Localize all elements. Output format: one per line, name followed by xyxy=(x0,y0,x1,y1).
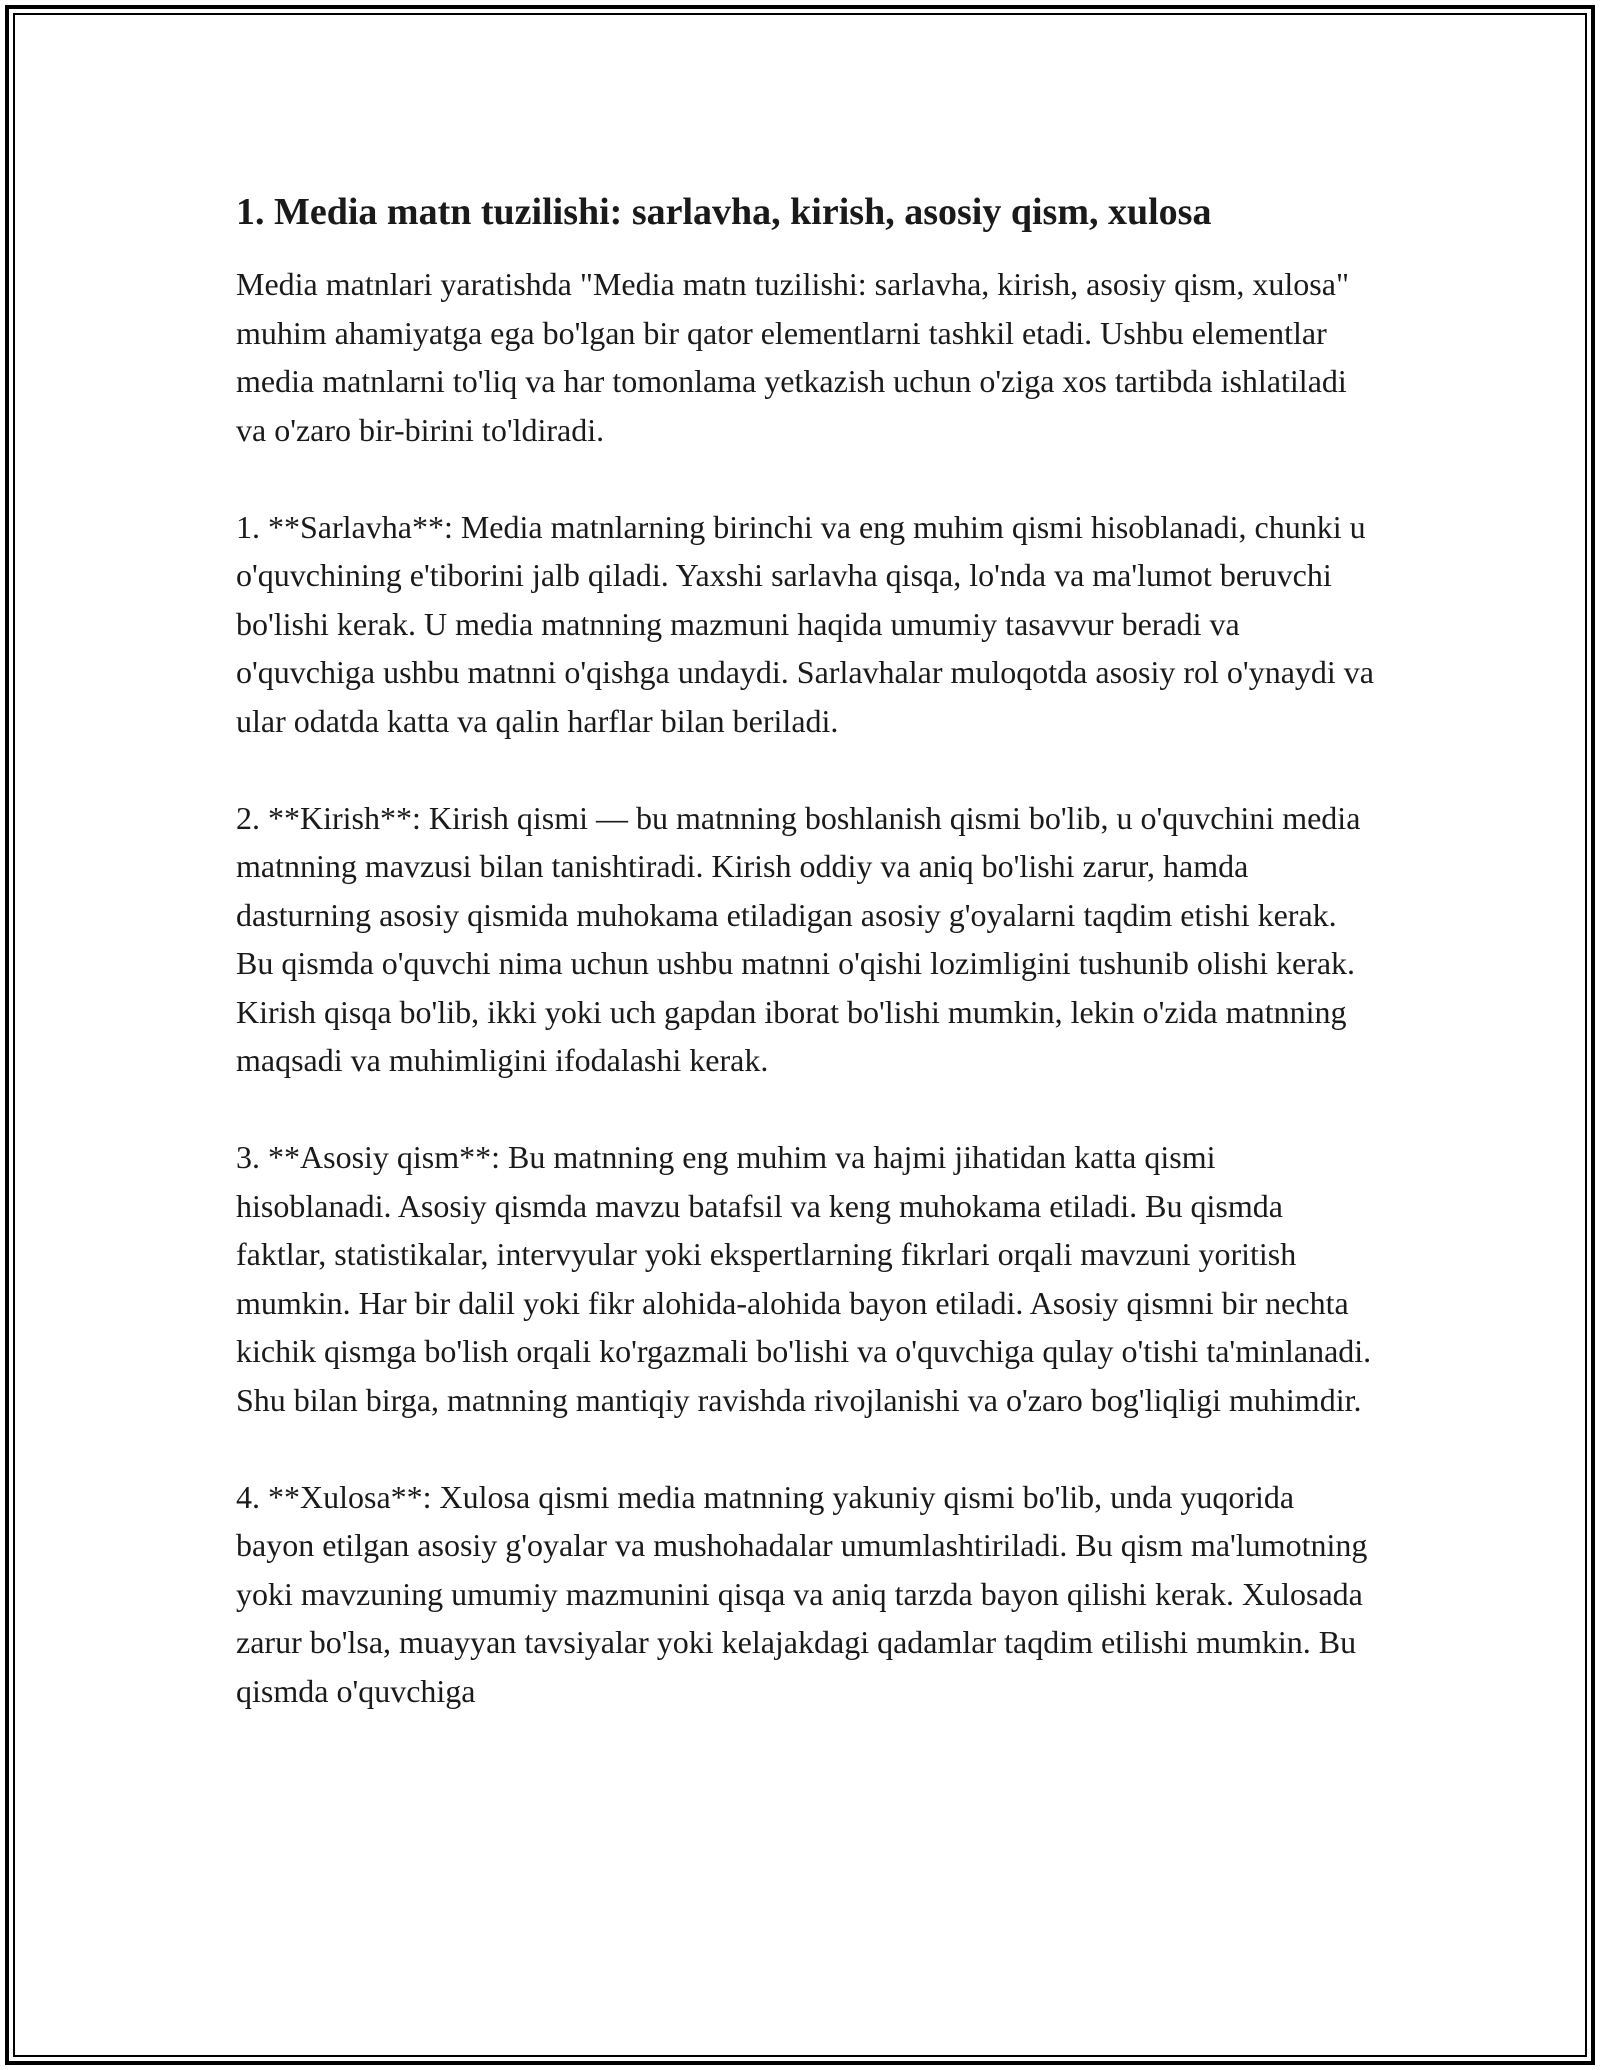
paragraph-sarlavha: 1. **Sarlavha**: Media matnlarning birinchi va eng muhim qismi hisoblanadi, chunki u o'quvchining e'tiborini jalb qiladi. Yaxshi sarlavha qisqa, lo'nda va ma'lumot beruvchi bo'lishi kerak. U media matnning mazmuni haqida umumiy tasavvur beradi va o'quvchiga ushbu matnni o'qishga undaydi. Sarlavhalar muloqotda asosiy rol o'ynaydi va ular odatda katta va qalin harflar bilan beriladi. xyxy=(236,508,1374,739)
intro-paragraph: Media matnlari yaratishda "Media matn tuzilishi: sarlavha, kirish, asosiy qism, xulosa" muhim ahamiyatga ega bo'lgan bir qator elementlarni tashkil etadi. Ushbu elementlar media matnlarni to'liq va har tomonlama yetkazish uchun o'ziga xos tartibda ishlatiladi va o'zaro bir-birini to'ldiradi. xyxy=(236,266,1350,448)
page-title: 1. Media matn tuzilishi: sarlavha, kirish, asosiy qism, xulosa xyxy=(236,191,1212,233)
paragraph-xulosa: 4. **Xulosa**: Xulosa qismi media matnning yakuniy qismi bo'lib, unda yuqorida bayon etilgan asosiy g'oyalar va mushohadalar umumlashtiriladi. Bu qism ma'lumotning yoki mavzuning umumiy mazmunini qisqa va aniq tarzda bayon qilishi kerak. Xulosada zarur bo'lsa, muayyan tavsiyalar yoki kelajakdagi qadamlar taqdim etilishi mumkin. Bu qismda o'quvchiga xyxy=(236,1478,1368,1709)
paragraph-kirish: 2. **Kirish**: Kirish qismi — bu matnning boshlanish qismi bo'lib, u o'quvchini media matnning mavzusi bilan tanishtiradi. Kirish oddiy va aniq bo'lishi zarur, hamda dasturning asosiy qismida muhokama etiladigan asosiy g'oyalarni taqdim etishi kerak. Bu qismda o'quvchi nima uchun ushbu matnni o'qishi lozimligini tushunib olishi kerak. Kirish qisqa bo'lib, ikki yoki uch gapdan iborat bo'lishi mumkin, lekin o'zida matnning maqsadi va muhimligini ifodalashi kerak. xyxy=(236,799,1361,1078)
paragraph-asosiy-qism: 3. **Asosiy qism**: Bu matnning eng muhim va hajmi jihatidan katta qismi hisoblanadi. Asosiy qismda mavzu batafsil va keng muhokama etiladi. Bu qismda faktlar, statistikalar, intervyular yoki ekspertlarning fikrlari orqali mavzuni yoritish mumkin. Har bir dalil yoki fikr alohida-alohida bayon etiladi. Asosiy qismni bir nechta kichik qismga bo'lish orqali ko'rgazmali bo'lishi va o'quvchiga qulay o'tishi ta'minlanadi. Shu bilan birga, matnning mantiqiy ravishda rivojlanishi va o'zaro bog'liqligi muhimdir. xyxy=(236,1139,1372,1418)
document-page xyxy=(236,186,1376,1715)
